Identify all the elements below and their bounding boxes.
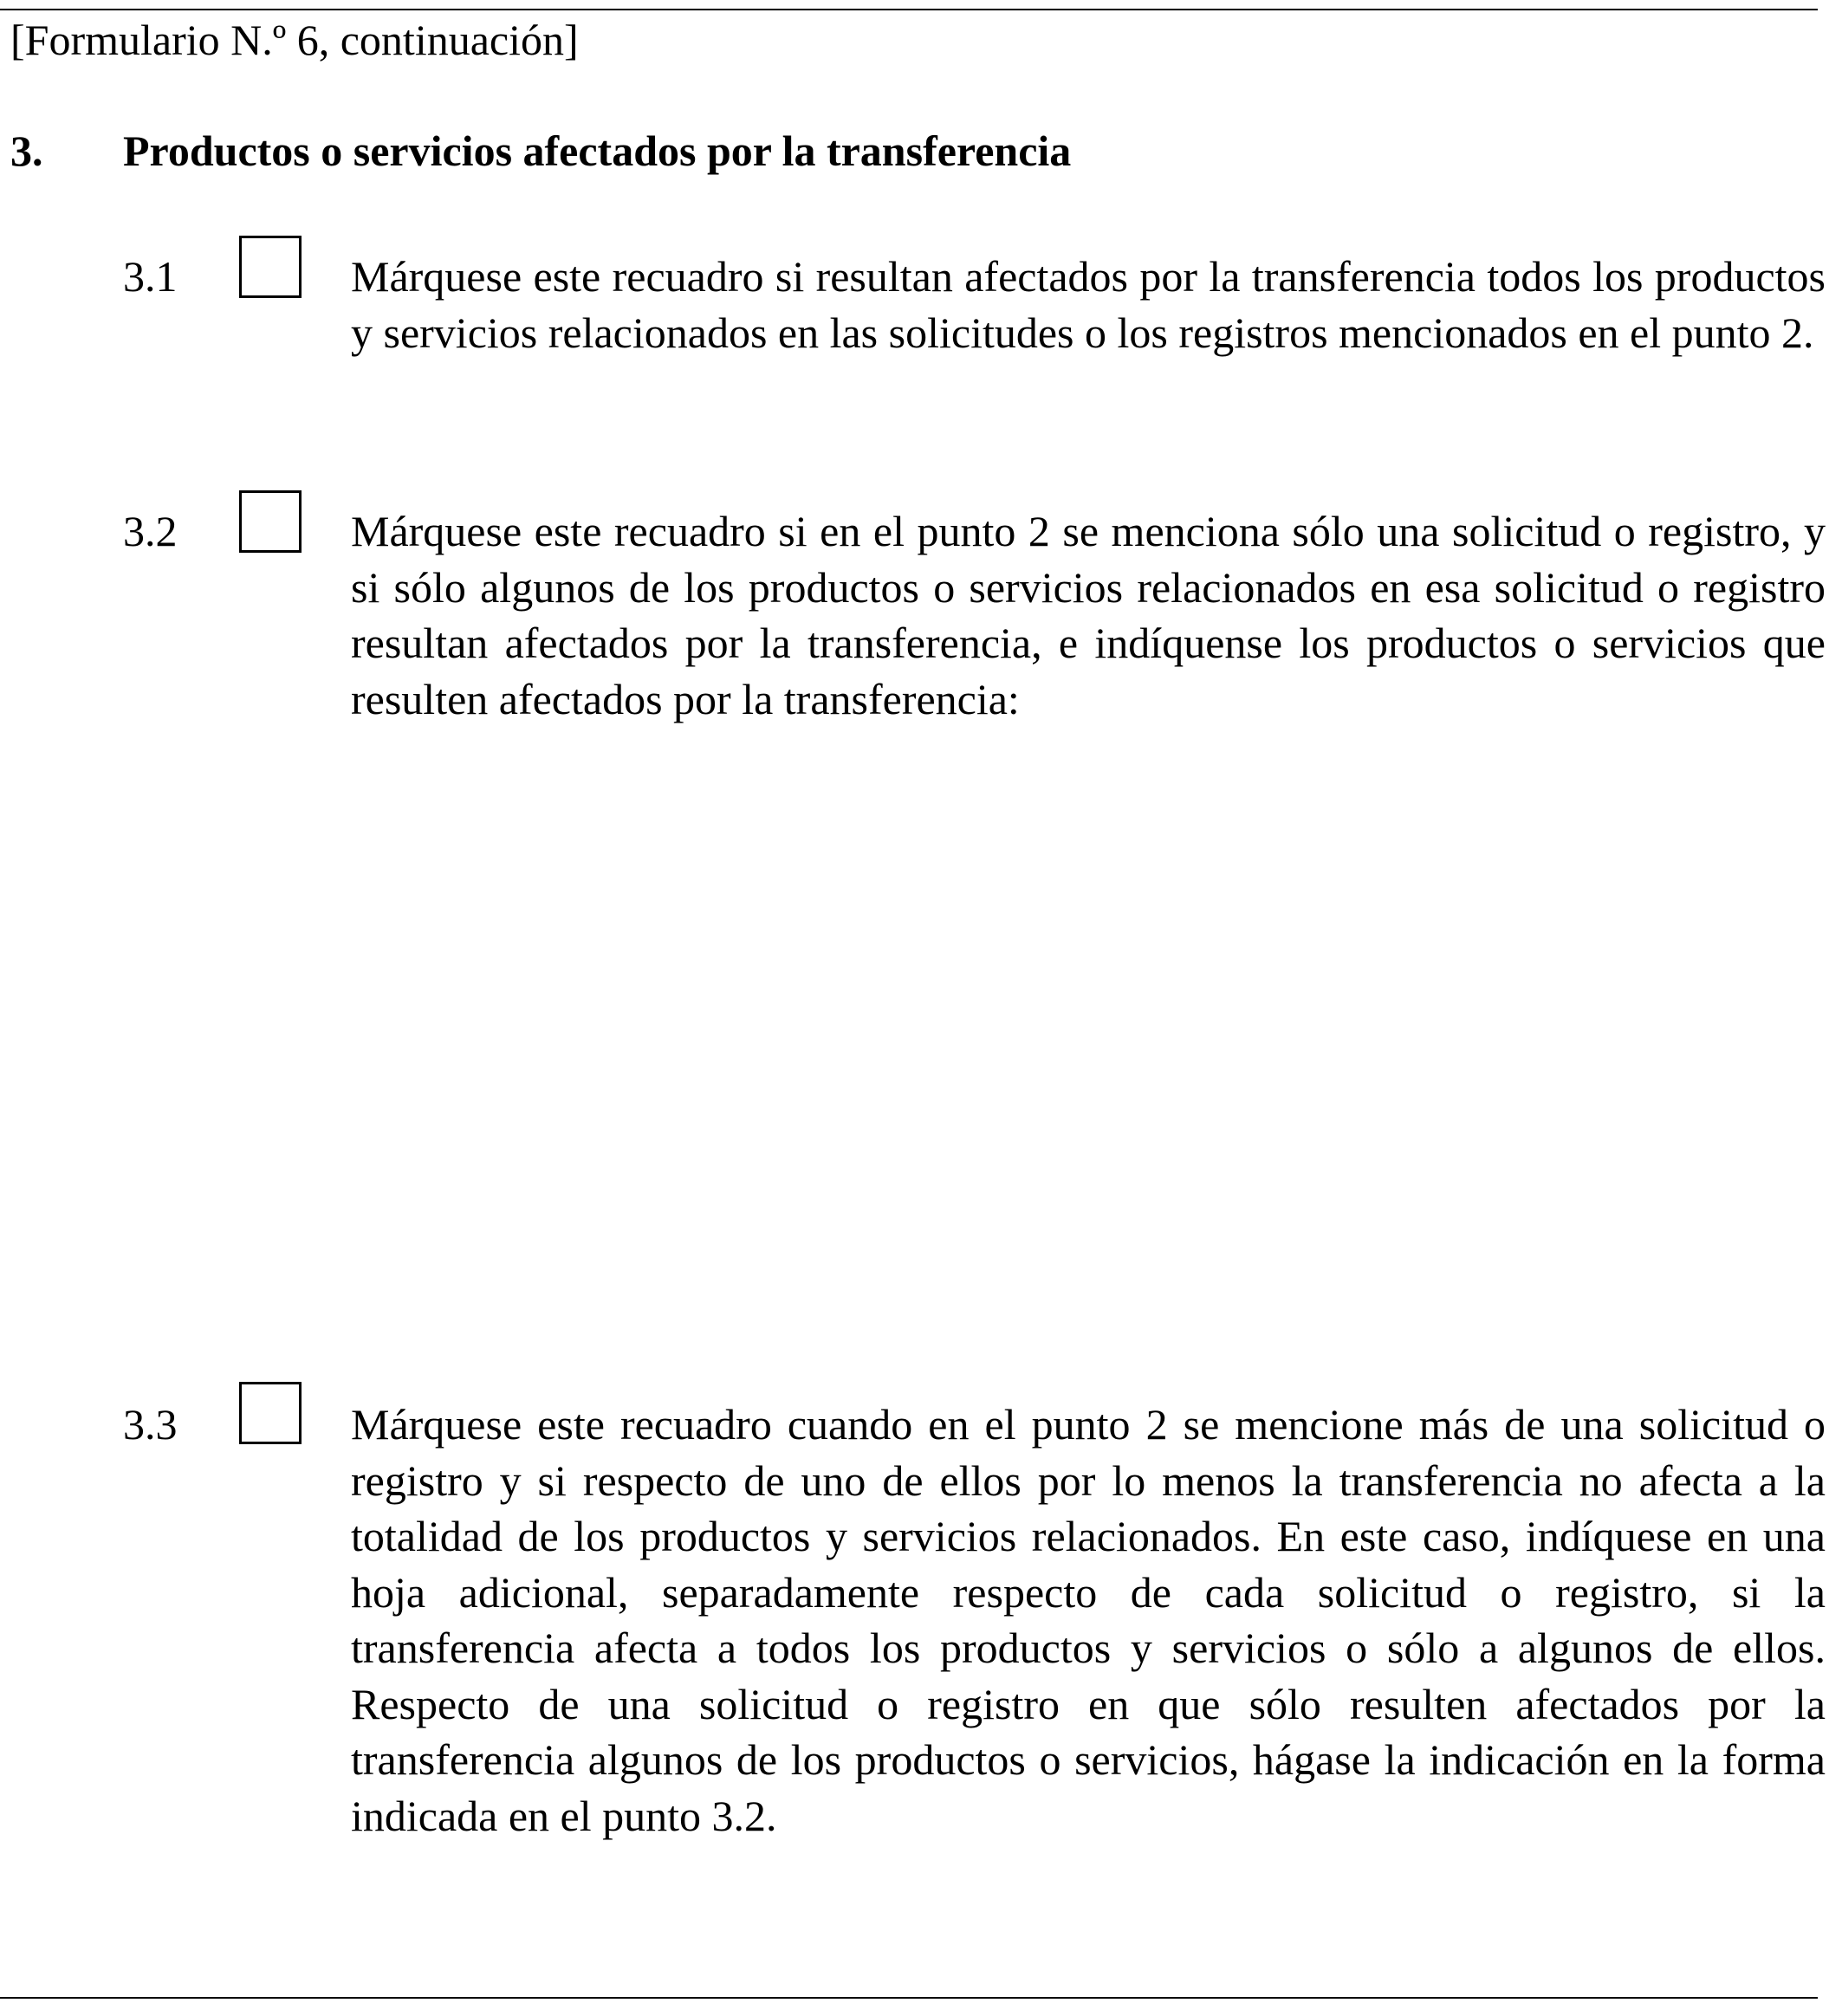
item-text-3-3: Márquese este recuadro cuando en el punto 2 se mencione más de una solicitud o registro y si respecto de uno de ellos por lo menos la transferencia no afecta a la totalidad de los productos y servicios relacionados. En este caso, indíquese en una hoja adicional, separadamente respecto de cada solicitud o registro, si la transferencia afecta a todos los productos y servicios o sólo a algunos de ellos. Respecto de una solicitud o registro en que sólo resulten afectados por la transferencia algunos de los productos o servicios, hágase la indicación en la forma indicada en el punto 3.2. bbox=[351, 1400, 1826, 1840]
products-services-answer-area[interactable] bbox=[351, 745, 1826, 1352]
bottom-rule bbox=[0, 1997, 1818, 1999]
section-number: 3. bbox=[10, 126, 43, 175]
checkbox-3-2[interactable] bbox=[239, 490, 302, 553]
item-number-3-3: 3.3 bbox=[123, 1400, 178, 1449]
item-number-3-1: 3.1 bbox=[123, 252, 178, 301]
section-title: Productos o servicios afectados por la transferencia bbox=[123, 126, 1072, 175]
checkbox-3-3[interactable] bbox=[239, 1382, 302, 1444]
form-continuation-label: [Formulario N.º 6, continuación] bbox=[10, 16, 579, 64]
item-number-3-2: 3.2 bbox=[123, 507, 178, 555]
top-rule bbox=[0, 9, 1818, 10]
item-text-3-1: Márquese este recuadro si resultan afectados por la transferencia todos los productos y servicios relacionados en las solicitudes o los registros mencionados en el punto 2. bbox=[351, 252, 1826, 357]
item-text-3-2: Márquese este recuadro si en el punto 2 se menciona sólo una solicitud o registro, y si sólo algunos de los productos o servicios relacionados en esa solicitud o registro resultan afectados por la transferencia, e indíquense los productos o servicios que resulten afectados por la transferencia: bbox=[351, 507, 1826, 723]
checkbox-3-1[interactable] bbox=[239, 236, 302, 298]
